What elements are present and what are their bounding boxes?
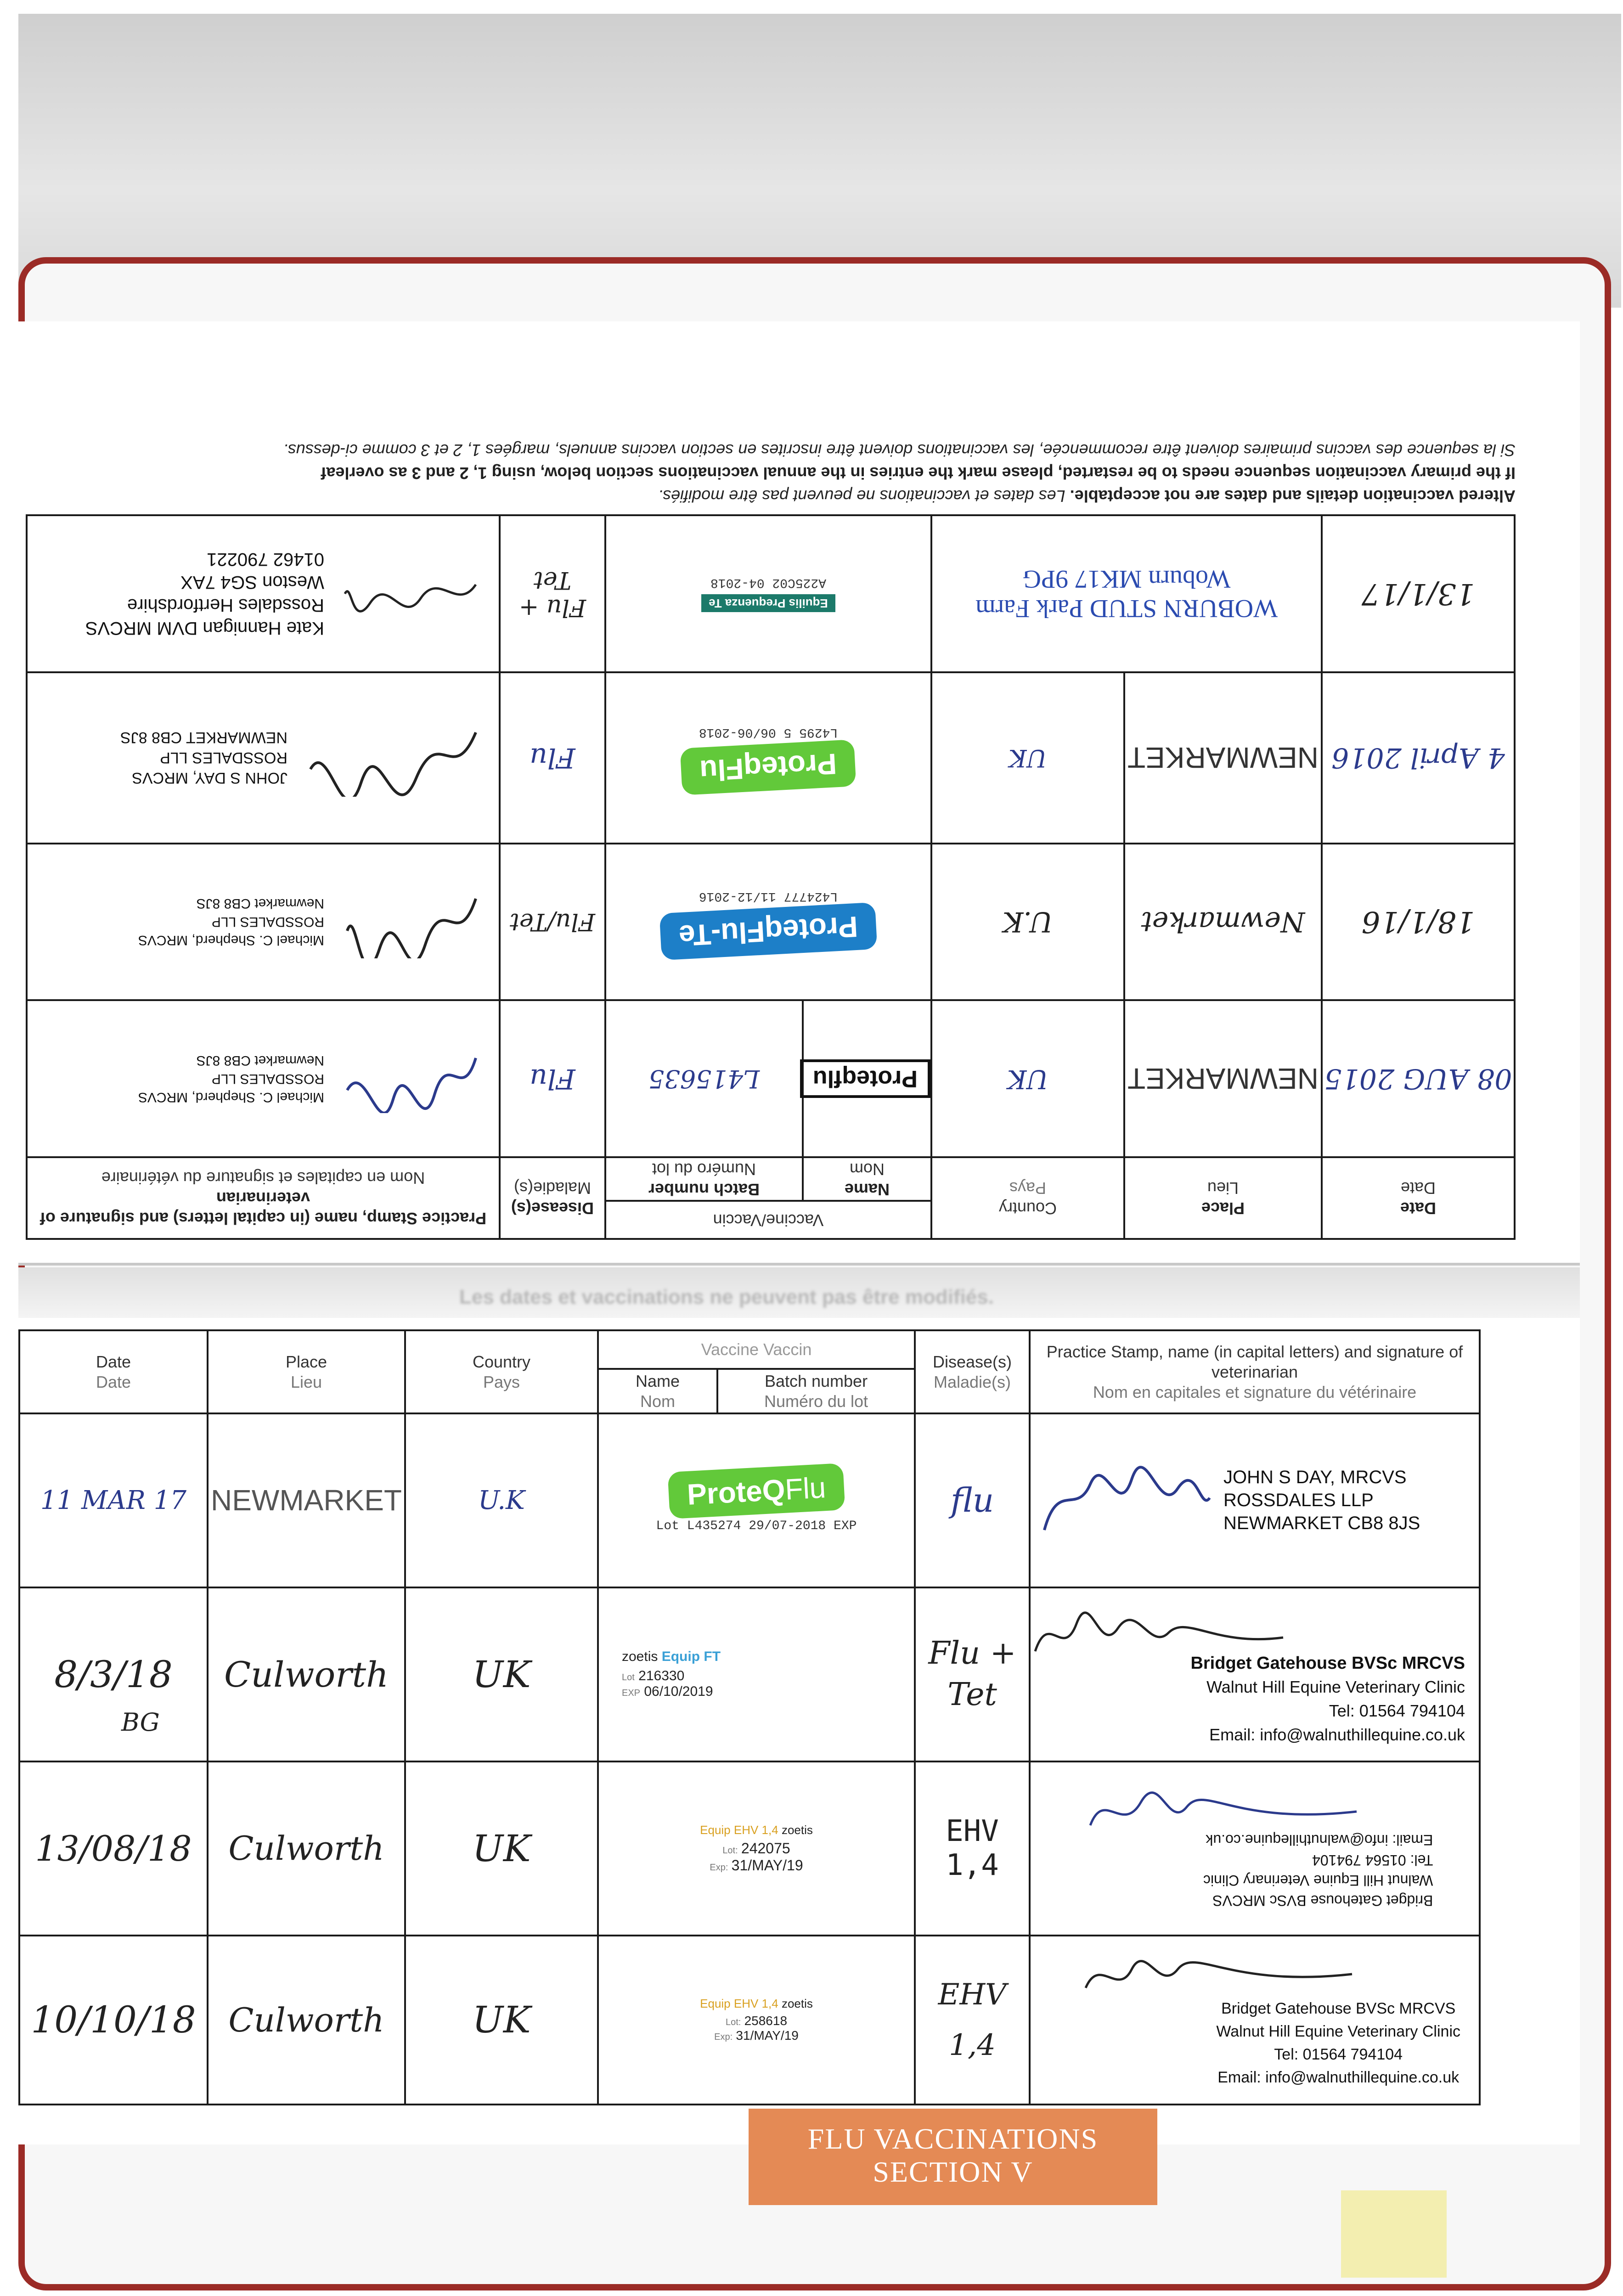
- row-disease: EHV 1,4: [915, 1936, 1030, 2105]
- proteqflu-label: ProteQFlu: [667, 1463, 845, 1519]
- header-date: Date Date: [19, 1330, 208, 1413]
- header-vaccine: Vaccine Vaccin: [598, 1330, 915, 1369]
- vet-initials: BG: [121, 1707, 160, 1737]
- vet-stamp: Bridget Gatehouse BVSc MRCVS Walnut Hill Equine Veterinary Clinic Tel: 01564 794104 Email: info@walnuthillequine.co.uk: [1190, 1654, 1465, 1745]
- vet-signature: [343, 1044, 480, 1113]
- row-date: 8/3/18 BG: [19, 1587, 208, 1761]
- vet-stamp: Kate Hannigan DVM MRCVS Rossdales Hertfordshire Weston SG4 7AX 01462 790221: [85, 549, 324, 638]
- row-vaccine-name: [803, 1000, 931, 1157]
- row-country: UK: [405, 1936, 598, 2105]
- row-disease: Flu + Tet: [500, 515, 605, 672]
- row-vaccine-label: [598, 1587, 915, 1761]
- table-row: [19, 1936, 1480, 2105]
- header-disease: Disease(s) Maladie(s): [500, 1157, 605, 1239]
- header-vaccine-name: Name Nom: [803, 1157, 931, 1201]
- upper-vaccination-record-rotated: [28, 413, 1516, 1240]
- row-batch: A225C02 04-2018: [710, 575, 827, 590]
- row-batch: Lot L435274 29/07-2018 EXP: [656, 1519, 857, 1533]
- zoetis-equip-ehv-label: Equip EHV 1,4 zoetis Lot: 242075 Exp: 31/MAY/19: [700, 1823, 813, 1874]
- table-row: [27, 844, 1515, 1001]
- header-batch-number: Batch number Numéro du lot: [717, 1369, 915, 1413]
- proteqflu-te-label: ProteqFlu-Te: [659, 902, 878, 960]
- row-vaccine-label: [605, 515, 931, 672]
- vet-stamp: Michael C. Shepherd, MRCVS ROSSDALES LLP Newmarket CB8 8JS: [138, 1053, 324, 1105]
- row-country: UK: [931, 672, 1124, 844]
- table-row: [27, 515, 1515, 672]
- row-vaccine-label: [598, 1936, 915, 2105]
- row-practice-stamp: [27, 1000, 500, 1157]
- vet-stamp: Bridget Gatehouse BVSc MRCVS Walnut Hill Equine Veterinary Clinic Tel: 01564 794104 Email: info@walnuthillequine.co.uk: [1216, 1999, 1461, 2086]
- table-row: [27, 672, 1515, 844]
- header-batch-number: Batch number Numéro du lot: [605, 1157, 803, 1201]
- row-practice-stamp: [1030, 1413, 1480, 1587]
- row-country: UK: [405, 1761, 598, 1936]
- header-disease: Disease(s) Maladie(s): [915, 1330, 1030, 1413]
- header-country: Country Pays: [405, 1330, 598, 1413]
- row-batch: L4295 5 06/06-2018: [699, 725, 838, 739]
- row-vaccine-label: [598, 1761, 915, 1936]
- row-place: Culworth: [208, 1761, 405, 1936]
- vet-signature: [1081, 1951, 1357, 2002]
- row-country: UK: [931, 1000, 1124, 1157]
- row-place: Culworth: [208, 1587, 405, 1761]
- zoetis-equip-ft-label: zoetis Equip FT Lot 216330 EXP 06/10/2019: [622, 1649, 721, 1699]
- row-place-stamp: WOBURN STUD Park Farm Woburn MK17 9PG: [931, 515, 1322, 672]
- header-place: Place Lieu: [1124, 1157, 1322, 1239]
- equilis-label: Equilis Prequenza Te: [701, 594, 835, 612]
- header-vaccine-name: Name Nom: [598, 1369, 717, 1413]
- row-practice-stamp: [27, 672, 500, 844]
- upper-vaccination-table: [26, 514, 1516, 1240]
- header-practice-stamp: Practice Stamp, name (in capital letters) and signature of veterinarian Nom en capitales et signature du vétérinaire: [27, 1157, 500, 1239]
- row-place: Culworth: [208, 1936, 405, 2105]
- header-country: Country Pays: [931, 1157, 1124, 1239]
- section-tab-subtitle: SECTION V: [873, 2155, 1033, 2188]
- lower-vaccination-table: [18, 1329, 1481, 2105]
- header-practice-stamp: Practice Stamp, name (in capital letters) and signature of veterinarian Nom en capitales et signature du vétérinaire: [1030, 1330, 1480, 1413]
- row-place: NEWMARKET: [1124, 1000, 1322, 1157]
- row-disease: Flu + Tet: [915, 1587, 1030, 1761]
- row-place: NEWMARKET: [208, 1413, 405, 1587]
- row-vaccine-label: [605, 672, 931, 844]
- row-disease: Flu/Tet: [500, 844, 605, 1001]
- row-batch: L424777 11/12-2016: [699, 889, 838, 903]
- vet-stamp: JOHN S DAY, MRCVS ROSSDALES LLP NEWMARKET CB8 8JS: [1223, 1467, 1420, 1534]
- row-place: Newmarket: [1124, 844, 1322, 1001]
- vet-signature: [343, 566, 480, 621]
- table-row: [27, 1000, 1515, 1157]
- row-practice-stamp: [1030, 1587, 1480, 1761]
- row-date: 18/1/16: [1322, 844, 1515, 1001]
- row-date: 11 MAR 17: [19, 1413, 208, 1587]
- sticky-note-tab: [1341, 2190, 1447, 2278]
- row-country: U.K: [405, 1413, 598, 1587]
- vet-stamp: Michael C. Shepherd, MRCVS ROSSDALES LLP Newmarket CB8 8JS: [138, 896, 324, 948]
- row-disease: Flu: [500, 672, 605, 844]
- header-place: Place Lieu: [208, 1330, 405, 1413]
- row-practice-stamp: [1030, 1761, 1480, 1936]
- row-country: U.K: [931, 844, 1124, 1001]
- vet-signature: [343, 885, 480, 958]
- row-vaccine-label: [598, 1413, 915, 1587]
- vet-stamp-inverted: Bridget Gatehouse BVSc MRCVS Walnut Hill Equine Veterinary Clinic Tel: 01564 794104 Email: info@walnuthillequine.co.uk: [1203, 1832, 1433, 1909]
- upper-page-notes: Altered vaccination details and dates are not acceptable. Les dates et vaccinations ne peuvent pas être modifiés. If the primary vaccination sequence needs to be restarted, please mark the entries in the annual vaccinations section below, using 1, 2 and 3 as overleaf Si la sequence des vaccins primaires doivent être recommencée, les vaccinations doivent être inscrites en section vaccins annuels, margées 1, 2 et 3 comme ci-dessus.: [283, 441, 1516, 506]
- row-disease: Flu: [500, 1000, 605, 1157]
- vet-signature: [1040, 1461, 1214, 1539]
- proteqflu-label: ProteqFlu: [680, 739, 856, 795]
- table-row: [19, 1761, 1480, 1936]
- row-date: 08 AUG 2015: [1322, 1000, 1515, 1157]
- row-disease: flu: [915, 1413, 1030, 1587]
- zoetis-equip-ehv-label: Equip EHV 1,4 zoetis Lot: 258618 Exp: 31/MAY/19: [700, 1997, 813, 2043]
- row-batch: L415635: [605, 1000, 803, 1157]
- row-date: 13/08/18: [19, 1761, 208, 1936]
- header-vaccine: Vaccine/Vaccin: [605, 1201, 931, 1239]
- row-disease: EHV 1,4: [915, 1761, 1030, 1936]
- table-row: [19, 1587, 1480, 1761]
- lower-vaccination-record: [18, 1329, 1488, 2110]
- vaccine-label: Proteqflu: [800, 1059, 930, 1098]
- header-date: Date Date: [1322, 1157, 1515, 1239]
- blurred-overleaf-text: Les dates et vaccinations ne peuvent pas être modifiés.: [459, 1286, 994, 1308]
- row-date: 10/10/18: [19, 1936, 208, 2105]
- row-date: 4 April 2016: [1322, 672, 1515, 844]
- section-tab: [749, 2109, 1157, 2205]
- section-tab-title: FLU VACCINATIONS: [807, 2122, 1099, 2155]
- row-practice-stamp: [27, 844, 500, 1001]
- vet-stamp: JOHN S DAY, MRCVS ROSSDALES LLP NEWMARKET CB8 8JS: [120, 729, 287, 787]
- row-practice-stamp: [27, 515, 500, 672]
- row-vaccine-label: [605, 844, 931, 1001]
- row-practice-stamp: [1030, 1936, 1480, 2105]
- table-row: [19, 1413, 1480, 1587]
- row-country: UK: [405, 1587, 598, 1761]
- row-date: 13/1/17: [1322, 515, 1515, 672]
- row-place: NEWMARKET: [1124, 672, 1322, 844]
- vet-signature: [306, 719, 480, 797]
